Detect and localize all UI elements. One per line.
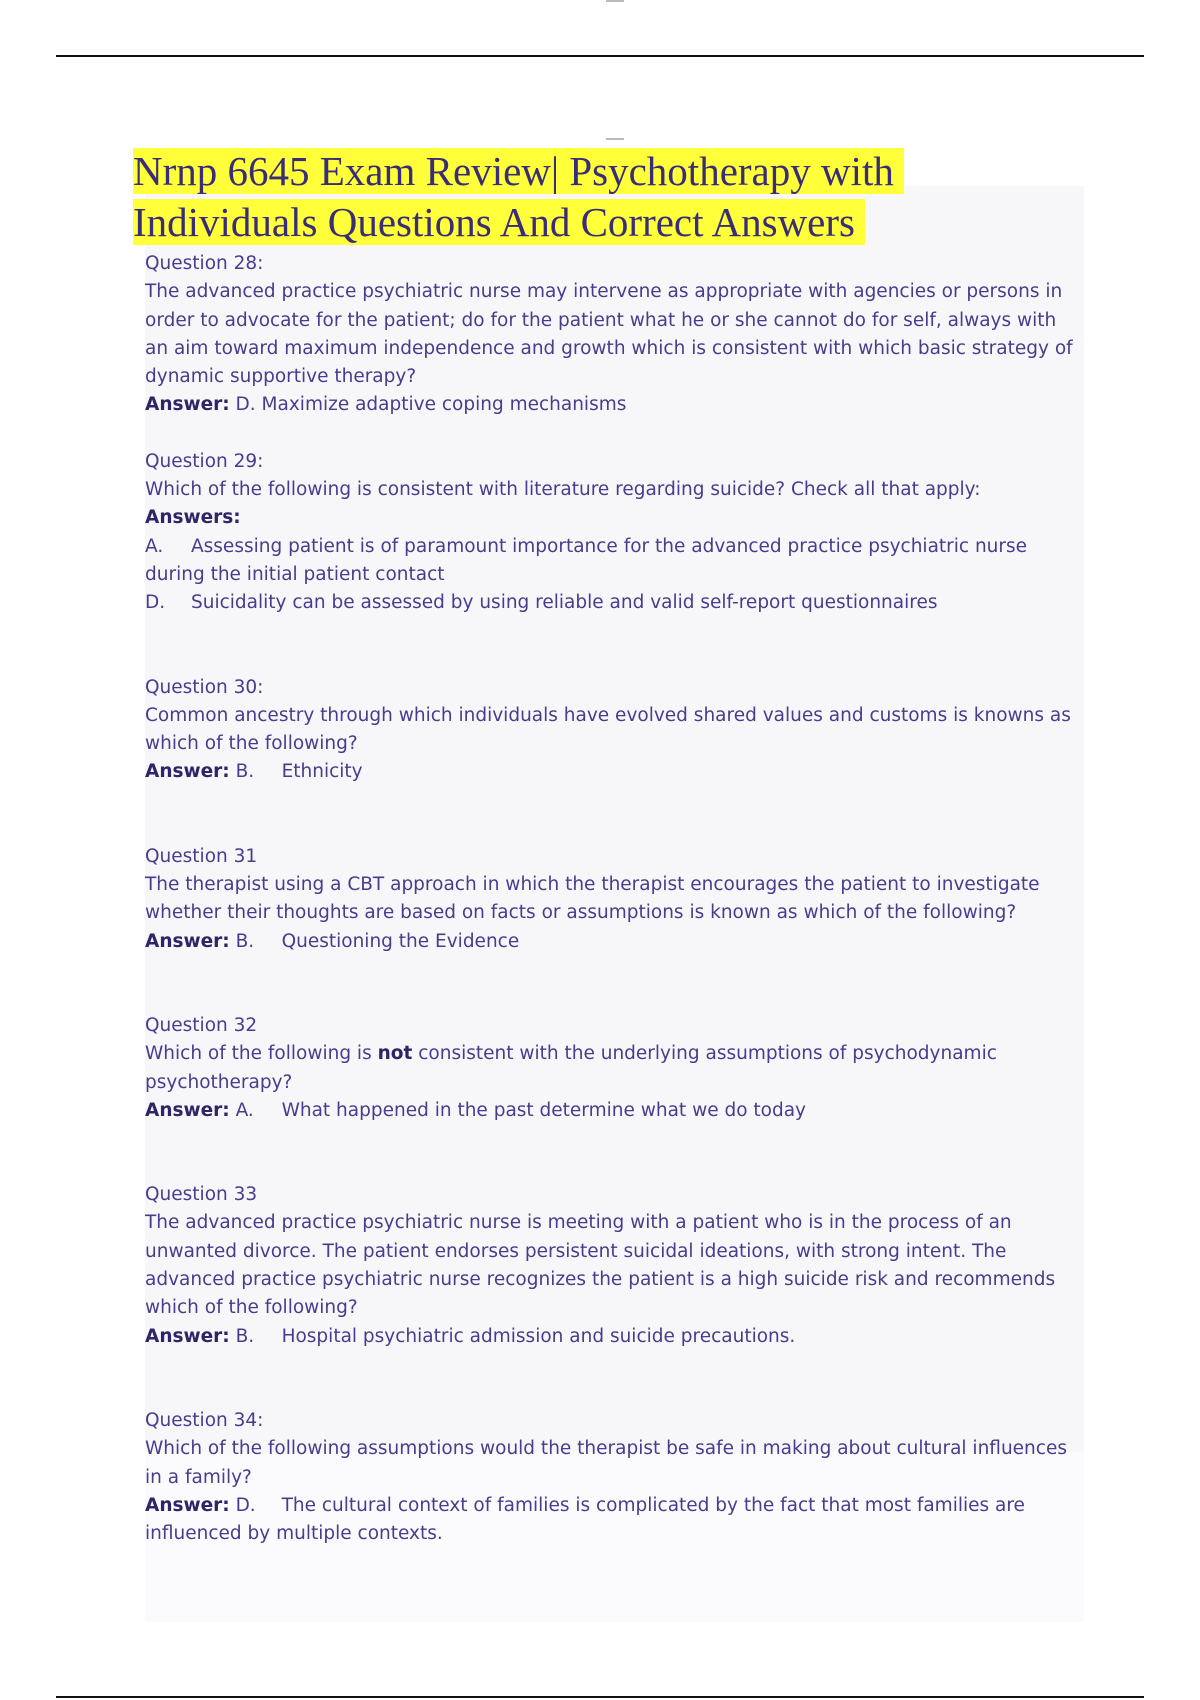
answer-option-a: [145, 533, 1080, 590]
answer-label: Answer:: [145, 1325, 230, 1347]
answers-label: Answers:: [145, 507, 241, 529]
answer-text: Questioning the Evidence: [281, 930, 520, 952]
footer-rule: [56, 1696, 1144, 1698]
question-text: The advanced practice psychiatric nurse is meeting with a patient who is in the process of an unwanted divorce. The patient endorses persistent suicidal ideations, with strong intent. The advanced practice psychiatric nurse recognizes the patient is a high suicide risk and recommends which of the following?: [145, 1212, 1056, 1319]
option-letter: B.: [235, 1325, 255, 1347]
question-30: [145, 674, 1080, 787]
question-heading: Question 33: [145, 1184, 258, 1206]
question-heading: Question 30:: [145, 676, 264, 698]
answer-line: [145, 1492, 1080, 1549]
question-heading: Question 29:: [145, 450, 264, 472]
question-29: [145, 448, 1080, 618]
answer-line: [145, 928, 1080, 956]
answer-line: [145, 1097, 1080, 1125]
text-part: consistent with the underlying assumptions of psychodynamic psychotherapy?: [145, 1043, 997, 1093]
answer-text: The cultural context of families is complicated by the fact that most families are influenced by multiple contexts.: [145, 1494, 1025, 1545]
answer-line: [145, 758, 1080, 786]
answer-line: [145, 1323, 1080, 1351]
option-letter: A.: [145, 535, 164, 557]
option-text: Suicidality can be assessed by using reliable and valid self-report questionnaires: [191, 592, 938, 614]
answer-label: Answer:: [145, 930, 230, 952]
title-line-1: Nrnp 6645 Exam Review| Psychotherapy with: [133, 148, 904, 194]
option-letter: B.: [235, 761, 255, 783]
question-text: Which of the following assumptions would the therapist be safe in making about cultural influences in a family?: [145, 1438, 1067, 1488]
header-rule: [56, 55, 1144, 57]
option-letter: D.: [145, 592, 166, 614]
document-title: [133, 146, 1083, 248]
option-text: Assessing patient is of paramount importance for the advanced practice psychiatric nurse during the initial patient contact: [145, 535, 1028, 585]
question-28: [145, 250, 1080, 420]
question-text: Common ancestry through which individuals have evolved shared values and customs is knowns as which of the following?: [145, 704, 1071, 755]
answer-text: What happened in the past determine what we do today: [281, 1099, 807, 1121]
question-33: [145, 1181, 1080, 1351]
answer-label: Answer:: [145, 1494, 230, 1516]
question-heading: Question 31: [145, 845, 258, 867]
page-top-mark: [606, 0, 624, 2]
answer-text: D. Maximize adaptive coping mechanisms: [229, 394, 627, 416]
question-heading: Question 34:: [145, 1409, 264, 1431]
option-letter: A.: [235, 1099, 254, 1121]
question-text: The advanced practice psychiatric nurse may intervene as appropriate with agencies or persons in order to advocate for the patient; do for the patient what he or she cannot do for self, always with an aim toward maximum independence and growth which is consistent with which basic strategy of dynamic supportive therapy?: [145, 281, 1073, 388]
question-32: [145, 1012, 1080, 1125]
question-text: The therapist using a CBT approach in which the therapist encourages the patient to investigate whether their thoughts are based on facts or assumptions is known as which of the following?: [145, 874, 1040, 924]
question-34: [145, 1407, 1080, 1548]
question-heading: Question 32: [145, 1014, 258, 1036]
question-list: [145, 250, 1080, 1548]
answer-line: [145, 391, 1080, 419]
answer-option-d: [145, 589, 1080, 617]
option-letter: D.: [235, 1494, 256, 1516]
text-part: Which of the following is: [145, 1043, 378, 1065]
question-heading: Question 28:: [145, 253, 264, 274]
answer-text: Ethnicity: [281, 761, 363, 783]
answer-label: Answer:: [145, 394, 230, 416]
option-letter: B.: [235, 930, 255, 952]
title-line-2: Individuals Questions And Correct Answers: [133, 199, 865, 245]
question-text: Which of the following is consistent with literature regarding suicide? Check all that apply:: [145, 479, 981, 501]
answer-label: Answer:: [145, 761, 230, 783]
section-mark: [606, 138, 624, 140]
answer-text: Hospital psychiatric admission and suicide precautions.: [281, 1325, 796, 1347]
answer-label: Answer:: [145, 1099, 230, 1121]
question-text: [145, 1040, 1080, 1097]
question-31: [145, 843, 1080, 956]
emphasis-not: not: [377, 1043, 413, 1065]
